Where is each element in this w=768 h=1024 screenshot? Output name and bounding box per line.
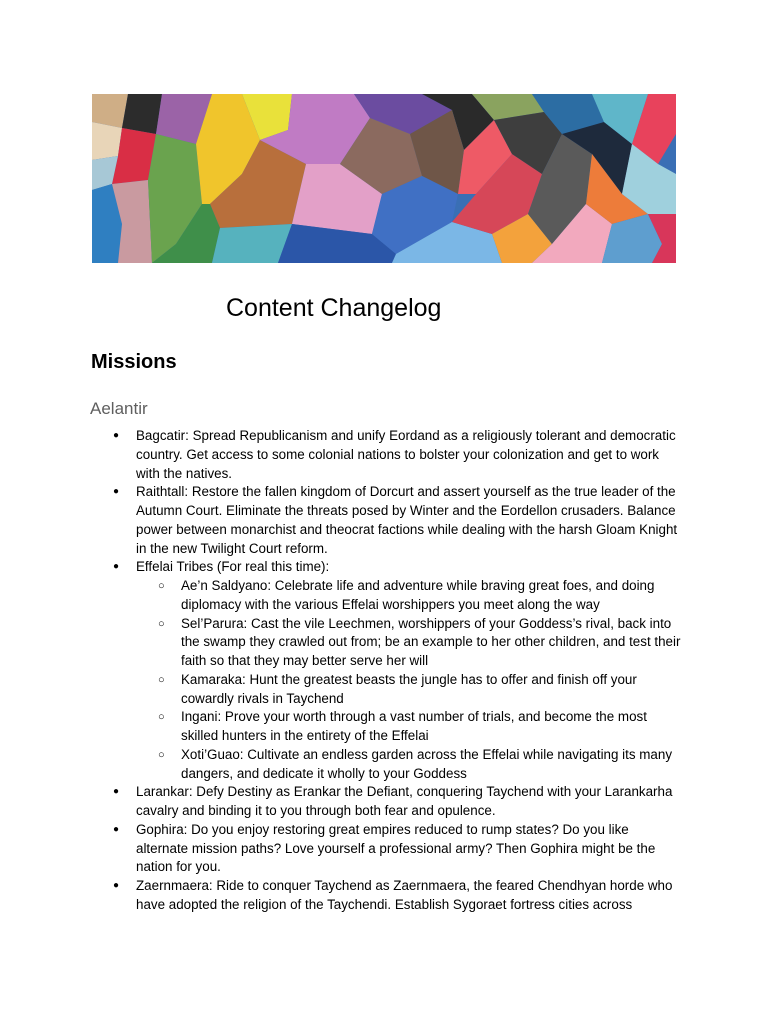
subsection-heading: Aelantir: [90, 399, 148, 418]
sub-list-item: [136, 746, 682, 784]
section-heading: Missions: [91, 351, 177, 373]
sub-list-item-text: Ingani: Prove your worth through a vast number of trials, and become the most skilled hunters in the entirety of the Effelai: [181, 709, 647, 743]
list-item: [112, 427, 682, 483]
list-item: [112, 877, 682, 915]
mosaic-art: [92, 94, 676, 263]
list-item-text: Zaernmaera: Ride to conquer Taychend as Zaernmaera, the feared Chendhyan horde who have adopted the religion of the Taychendi. Establish Sygoraet fortress cities across: [136, 878, 673, 912]
list-item-text: Raithtall: Restore the fallen kingdom of Dorcurt and assert yourself as the true leader of the Autumn Court. Eliminate the threats posed by Winter and the Eordellon crusaders. Balance power between monarchist and theocrat factions while dealing with the harsh Gloam Knight in the new Twilight Court reform.: [136, 484, 678, 556]
sub-list-item-text: Kamaraka: Hunt the greatest beasts the jungle has to offer and finish off your cowardly rivals in Taychend: [181, 671, 637, 706]
sub-list-item-text: Ae’n Saldyano: Celebrate life and adventure while braving great foes, and doing diplomacy with the various Effelai worshippers you meet along the way: [181, 578, 655, 612]
mission-list: [112, 427, 682, 915]
list-item-text: Bagcatir: Spread Republicanism and unify Eordand as a religiously tolerant and democratic country. Get access to some colonial nations to bolster your colonization and get to work with the natives.: [136, 428, 676, 481]
sub-list-item: [136, 708, 682, 746]
list-item: [112, 783, 682, 821]
sub-list: [136, 577, 682, 783]
list-item-text: Gophira: Do you enjoy restoring great empires reduced to rump states? Do you like alternate mission paths? Love yourself a professional army? Then Gophira might be the nation for you.: [136, 821, 656, 875]
banner-image: [92, 94, 676, 263]
list-item: [112, 821, 682, 877]
sub-list-item-text: Sel’Parura: Cast the vile Leechmen, worshippers of your Goddess’s rival, back into the swamp they crawled out from; be an example to her other children, and test their faith so that they may better serve her will: [181, 615, 681, 668]
list-item: [112, 483, 682, 558]
sub-list-item-text: Xoti’Guao: Cultivate an endless garden across the Effelai while navigating its many dangers, and dedicate it wholly to your Goddess: [181, 746, 673, 781]
list-item-text: Larankar: Defy Destiny as Erankar the Defiant, conquering Taychend with your Larankarha cavalry and binding it to you through both fear and opulence.: [136, 784, 673, 818]
sub-list-item: [136, 615, 682, 671]
document-title: Content Changelog: [226, 294, 442, 322]
list-item-text: Effelai Tribes (For real this time):: [136, 559, 330, 575]
sub-list-item: [136, 671, 682, 709]
sub-list-item: [136, 577, 682, 615]
list-item: [112, 558, 682, 783]
